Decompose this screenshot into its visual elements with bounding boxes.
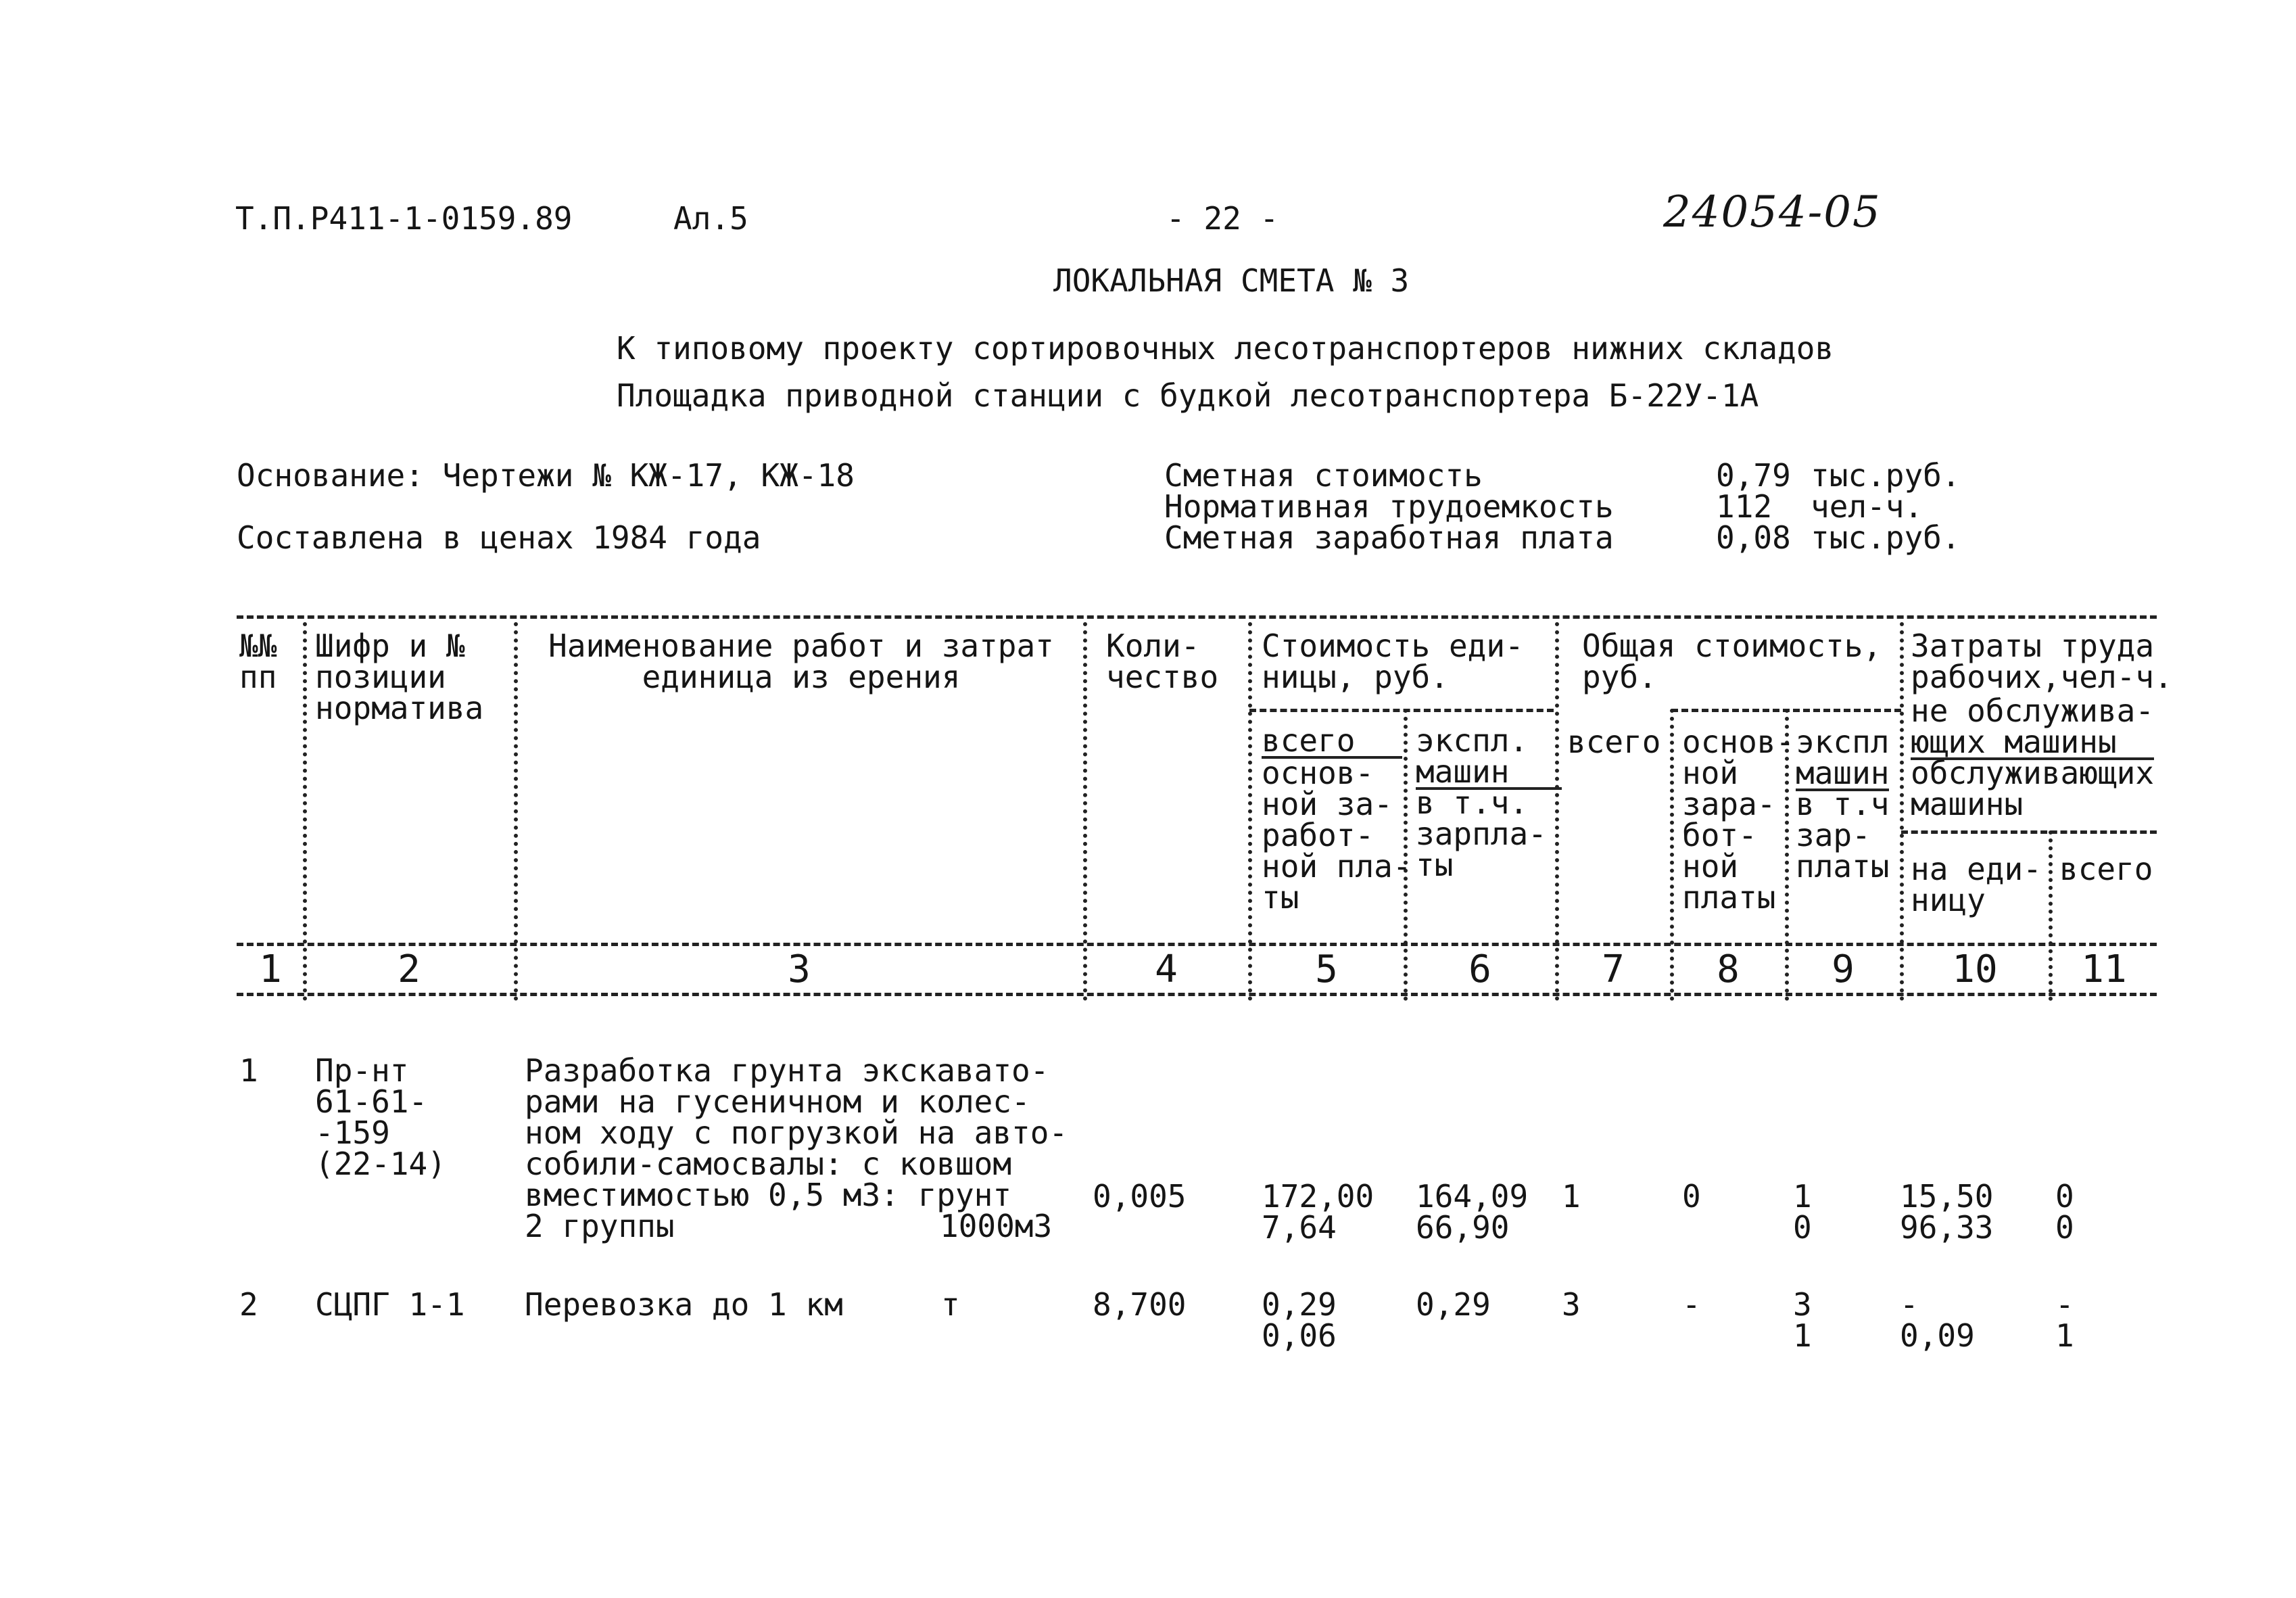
labor-per-unit: - 0,09: [1900, 1286, 1975, 1354]
header-col-4: Коли- чество: [1106, 628, 1219, 695]
header-col-6-top: экспл. машин: [1416, 725, 1562, 790]
header-col-1: №№ пп: [239, 628, 277, 695]
column-number: 11: [2081, 947, 2127, 991]
summary-unit: чел-ч.: [1811, 488, 1923, 525]
summary-value: 0,79: [1716, 457, 1791, 494]
column-number: 4: [1155, 947, 1178, 991]
row-number: 2: [239, 1286, 258, 1323]
column-divider: [1555, 622, 1559, 1001]
column-divider: [303, 622, 307, 1001]
column-divider: [1083, 622, 1087, 1001]
unit-cost-total: 172,00 7,64: [1262, 1178, 1374, 1246]
header-labor-not-serving: не обслужива- ющих машины: [1911, 692, 2155, 760]
header-col-3: Наименование работ и затрат единица из ерения: [548, 628, 1054, 695]
handwritten-code: 24054-05: [1663, 187, 1882, 237]
basis-drawings: Основание: Чертежи № КЖ-17, КЖ-18: [237, 457, 855, 494]
header-bottom-rule: [237, 943, 2157, 946]
header-col-9-top: экспл машин: [1796, 724, 1890, 791]
subtitle-line-1: К типовому проекту сортировочных лесотранспортеров нижних складов: [617, 330, 1834, 367]
header-col-5-top: всего: [1262, 725, 1402, 759]
sheet-label: Ал.5: [673, 200, 748, 237]
column-divider: [514, 622, 518, 1001]
page-number: - 22 -: [1166, 200, 1279, 237]
column-number: 9: [1832, 947, 1855, 991]
header-rule-sub-1011: [1901, 830, 2157, 834]
total-wages: -: [1682, 1286, 1701, 1323]
header-col-9-bottom: в т.ч зар- платы: [1796, 786, 1890, 885]
column-number: 7: [1602, 947, 1625, 991]
total-machines: 3 1: [1793, 1286, 1812, 1354]
norm-code: СЦПГ 1-1: [315, 1286, 465, 1323]
column-divider: [1900, 622, 1904, 1001]
column-number: 1: [259, 947, 282, 991]
header-group-labor: Затраты труда рабочих,чел-ч.: [1911, 628, 2173, 695]
total-machines: 1 0: [1793, 1178, 1812, 1246]
header-group-total-cost: Общая стоимость, руб.: [1582, 628, 1882, 695]
column-number: 2: [398, 947, 421, 991]
summary-unit: тыс.руб.: [1811, 457, 1961, 494]
unit-cost-machines: 0,29: [1416, 1286, 1491, 1323]
total-cost: 3: [1562, 1286, 1581, 1323]
norm-code: Пр-нт 61-61- -159 (22-14): [315, 1052, 446, 1182]
column-divider: [1248, 622, 1252, 1001]
quantity: 8,700: [1093, 1286, 1187, 1323]
labor-total: - 1: [2055, 1286, 2074, 1354]
summary-label: Нормативная трудоемкость: [1164, 488, 1614, 525]
header-col-8: основ- ной зара- бот- ной платы: [1682, 724, 1795, 916]
total-wages: 0: [1682, 1178, 1701, 1215]
header-rule-sub-56: [1249, 709, 1554, 712]
summary-label: Сметная заработная плата: [1164, 519, 1614, 556]
summary-value: 112: [1716, 488, 1773, 525]
header-col-2: Шифр и № позиции норматива: [315, 628, 484, 726]
work-name: Перевозка до 1 км: [525, 1286, 843, 1323]
header-group-unit-cost: Стоимость еди- ницы, руб.: [1262, 628, 1524, 695]
summary-unit: тыс.руб.: [1811, 519, 1961, 556]
header-col-6-bottom: в т.ч. зарпла- ты: [1416, 784, 1547, 883]
unit-cost-machines: 164,09 66,90: [1416, 1178, 1529, 1246]
column-number: 3: [788, 947, 811, 991]
column-number: 6: [1468, 947, 1491, 991]
header-col-7: всего: [1567, 724, 1661, 760]
work-name: Разработка грунта экскавато- рами на гусеничном и колес- ном ходу с погрузкой на авто- собили-самосвалы: с ковшом вместимостью 0,5 м3: грунт 2 группы: [525, 1052, 1068, 1244]
column-number-rule: [237, 993, 2157, 996]
column-number: 5: [1315, 947, 1338, 991]
subtitle-line-2: Площадка приводной станции с будкой лесотранспортера Б-22У-1А: [617, 377, 1759, 414]
total-cost: 1: [1562, 1178, 1581, 1215]
header-col-10: на еди- ницу: [1911, 851, 2042, 918]
table-top-rule: [237, 615, 2157, 619]
header-col-11: всего: [2059, 851, 2153, 887]
summary-value: 0,08: [1716, 519, 1791, 556]
labor-total: 0 0: [2055, 1178, 2074, 1246]
quantity: 0,005: [1093, 1178, 1187, 1215]
basis-prices: Составлена в ценах 1984 года: [237, 519, 761, 556]
document-code: Т.П.Р411-1-0159.89: [235, 200, 573, 237]
header-labor-serving: обслуживающих машины: [1911, 755, 2155, 822]
unit-cost-total: 0,29 0,06: [1262, 1286, 1337, 1354]
page-title: ЛОКАЛЬНАЯ СМЕТА № 3: [1053, 262, 1410, 299]
column-number: 8: [1717, 947, 1740, 991]
summary-label: Сметная стоимость: [1164, 457, 1483, 494]
labor-per-unit: 15,50 96,33: [1900, 1178, 1994, 1246]
unit-of-measure: т: [941, 1286, 960, 1323]
header-col-5-bottom: основ- ной за- работ- ной пла- ты: [1262, 755, 1412, 916]
unit-of-measure: 1000м3: [940, 1208, 1053, 1244]
row-number: 1: [239, 1052, 258, 1089]
column-number: 10: [1952, 947, 1998, 991]
